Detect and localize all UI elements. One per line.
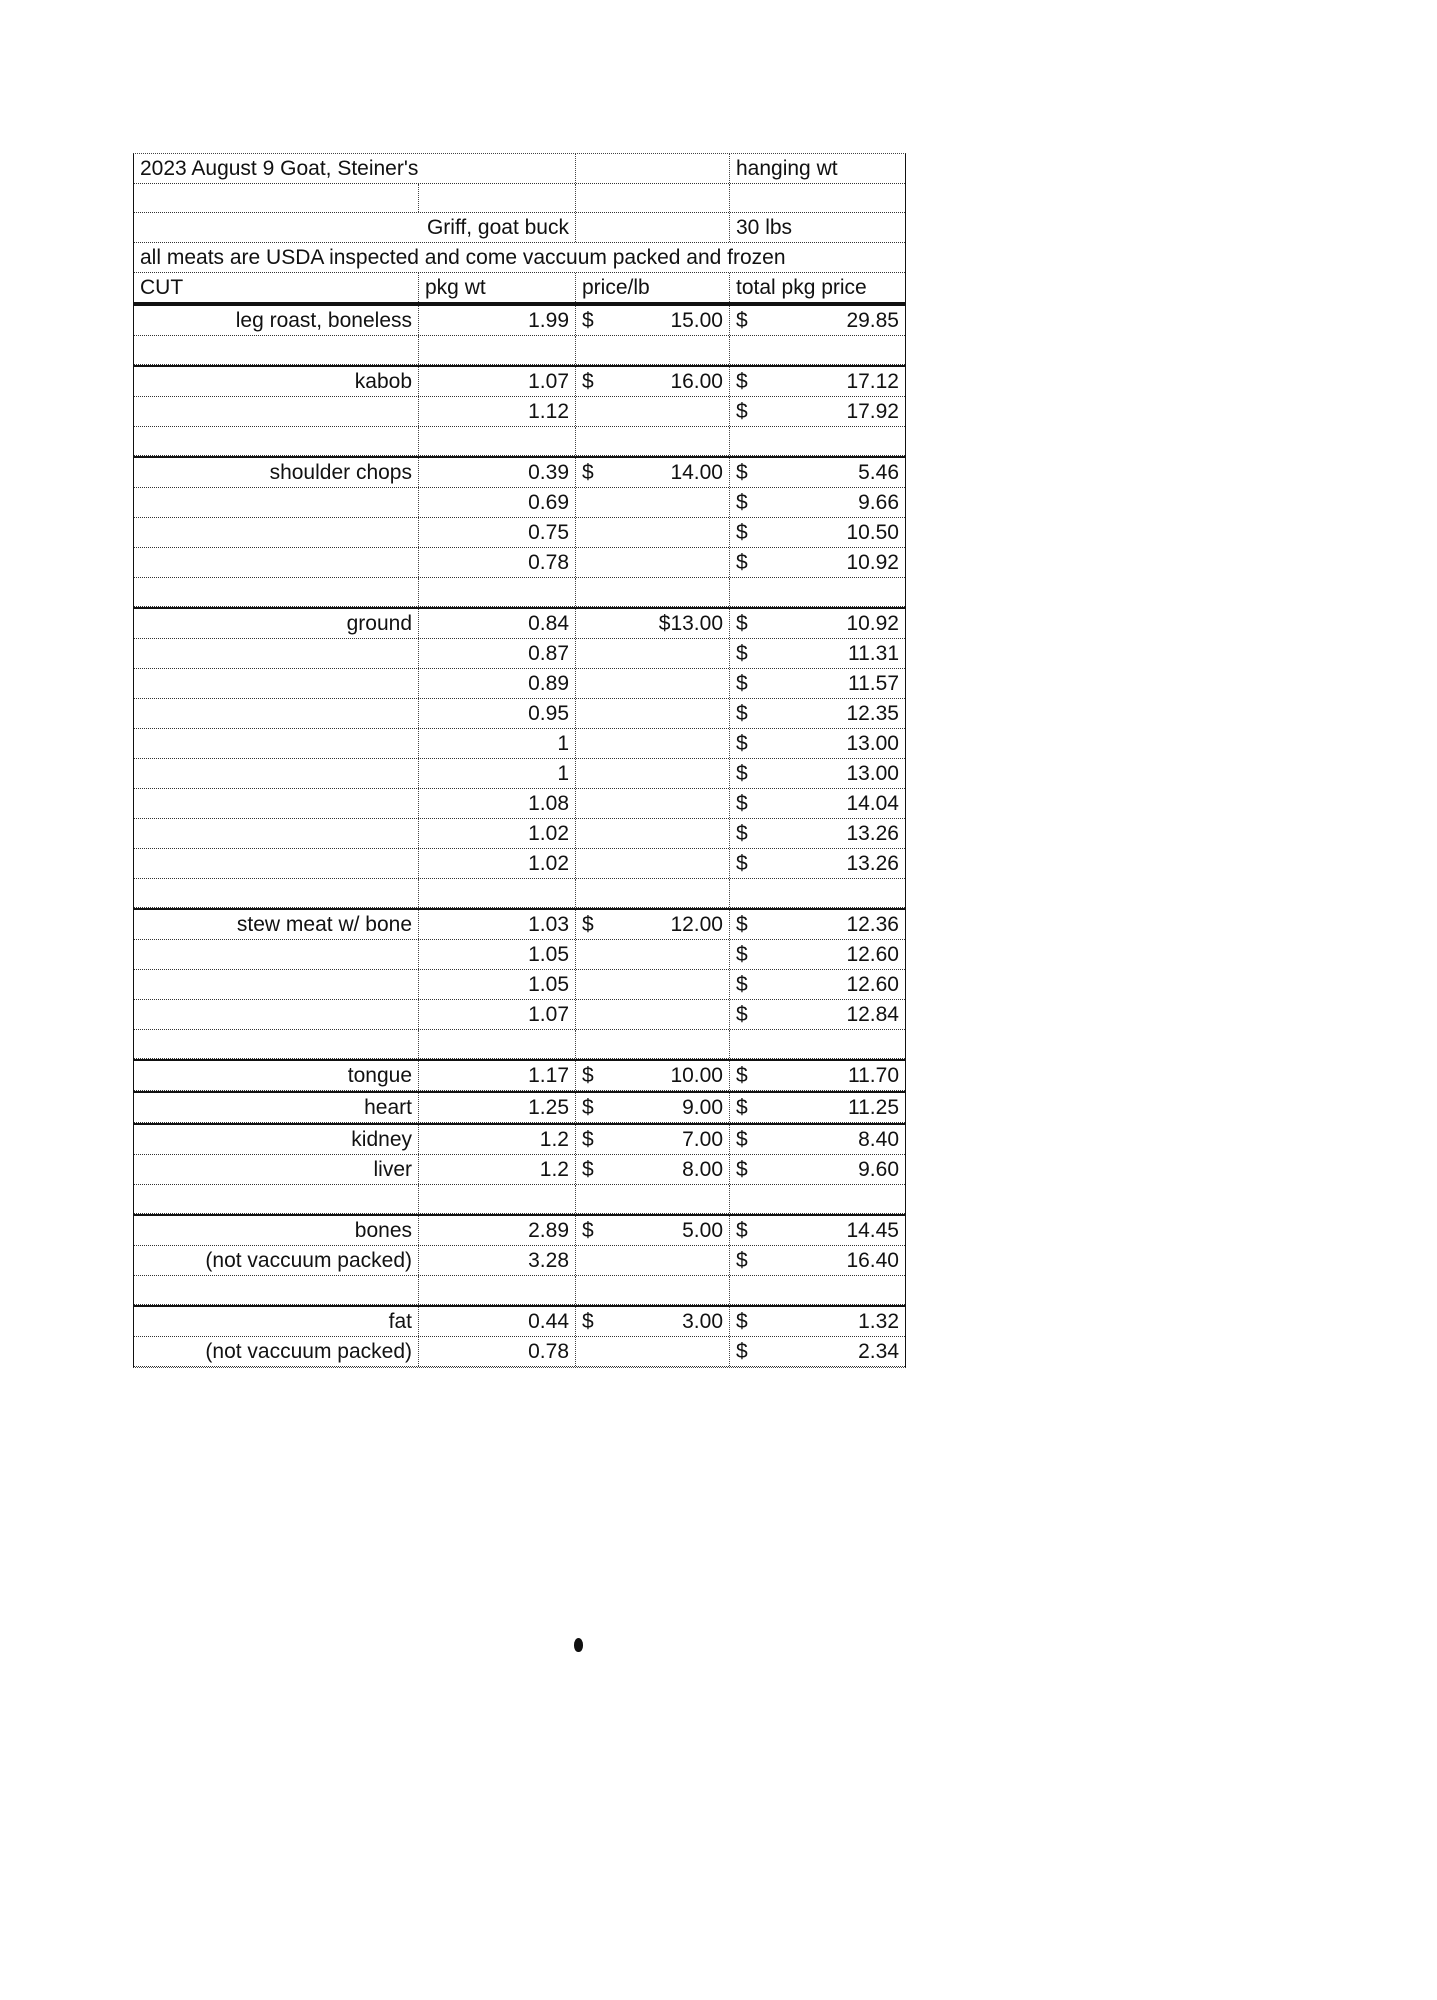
price-per-lb [576, 548, 730, 577]
cut-name [134, 849, 419, 878]
sheet-title: 2023 August 9 Goat, Steiner's [134, 154, 576, 183]
total-package-price [730, 699, 905, 728]
total-package-price [730, 1000, 905, 1029]
total-value: 13.26 [846, 822, 899, 845]
package-weight: 1.05 [419, 970, 576, 999]
currency-symbol: $ [736, 491, 748, 514]
blank-row [134, 578, 905, 607]
package-weight: 0.84 [419, 609, 576, 638]
total-package-price [730, 609, 905, 638]
table-row [134, 729, 905, 759]
table-row [134, 970, 905, 1000]
table-row [134, 908, 905, 940]
cut-name: (not vaccuum packed) [134, 1337, 419, 1366]
package-weight: 1.2 [419, 1155, 576, 1184]
price-value: 8.00 [682, 1158, 723, 1181]
package-weight: 0.39 [419, 458, 576, 487]
currency-symbol: $ [736, 642, 748, 665]
inspection-note: all meats are USDA inspected and come vaccuum packed and frozen [140, 246, 786, 269]
table-row [134, 1155, 905, 1185]
total-value: 1.32 [858, 1310, 899, 1333]
total-package-price [730, 1216, 905, 1245]
package-weight: 0.95 [419, 699, 576, 728]
price-per-lb [576, 518, 730, 547]
cut-name [134, 488, 419, 517]
currency-symbol: $ [736, 792, 748, 815]
total-value: 17.92 [846, 400, 899, 423]
total-package-price [730, 548, 905, 577]
table-row [134, 607, 905, 639]
blank-row [134, 1185, 905, 1214]
currency-symbol: $ [736, 852, 748, 875]
cut-name [134, 759, 419, 788]
package-weight: 2.89 [419, 1216, 576, 1245]
total-value: 10.92 [846, 612, 899, 635]
table-row [134, 397, 905, 427]
total-value: 11.70 [848, 1064, 899, 1087]
blank-row [134, 1030, 905, 1059]
price-value: 16.00 [670, 370, 723, 393]
table-row [134, 304, 905, 336]
price-per-lb [576, 367, 730, 396]
currency-symbol: $ [736, 1219, 748, 1242]
price-value: 5.00 [682, 1219, 723, 1242]
price-per-lb [576, 819, 730, 848]
currency-symbol: $ [736, 461, 748, 484]
package-weight: 1.99 [419, 306, 576, 335]
cut-name [134, 669, 419, 698]
price-per-lb [576, 669, 730, 698]
cut-name [134, 548, 419, 577]
price-per-lb [576, 458, 730, 487]
total-value: 12.60 [846, 943, 899, 966]
package-weight: 1.03 [419, 910, 576, 939]
price-per-lb [576, 1125, 730, 1154]
total-package-price [730, 458, 905, 487]
currency-symbol: $ [736, 943, 748, 966]
package-weight: 1.02 [419, 849, 576, 878]
package-weight: 1 [419, 729, 576, 758]
cut-name [134, 789, 419, 818]
currency-symbol: $ [736, 1158, 748, 1181]
currency-symbol: $ [736, 672, 748, 695]
total-package-price [730, 1125, 905, 1154]
currency-symbol: $ [736, 762, 748, 785]
scan-speck [574, 1638, 583, 1652]
price-value: 12.00 [670, 913, 723, 936]
table-row [134, 1305, 905, 1337]
total-value: 12.60 [846, 973, 899, 996]
column-header-row [134, 273, 905, 304]
currency-symbol: $ [736, 1340, 748, 1363]
cut-name [134, 397, 419, 426]
total-value: 9.66 [858, 491, 899, 514]
cut-name: (not vaccuum packed) [134, 1246, 419, 1275]
package-weight: 1.17 [419, 1061, 576, 1090]
price-per-lb [576, 970, 730, 999]
table-row [134, 1000, 905, 1030]
table-row [134, 669, 905, 699]
column-header-price-lb: price/lb [576, 273, 730, 302]
price-value: 14.00 [670, 461, 723, 484]
total-package-price [730, 669, 905, 698]
package-weight: 0.89 [419, 669, 576, 698]
cut-name [134, 819, 419, 848]
hanging-weight-label: hanging wt [736, 157, 838, 180]
price-per-lb [576, 1155, 730, 1184]
cut-name: tongue [134, 1061, 419, 1090]
total-package-price [730, 729, 905, 758]
total-value: 8.40 [858, 1128, 899, 1151]
price-per-lb [576, 940, 730, 969]
price-per-lb [576, 1337, 730, 1366]
table-body [134, 304, 905, 1367]
total-value: 13.00 [846, 732, 899, 755]
currency-symbol: $ [736, 732, 748, 755]
package-weight: 1.02 [419, 819, 576, 848]
cut-name: liver [134, 1155, 419, 1184]
total-value: 14.45 [846, 1219, 899, 1242]
currency-symbol: $ [582, 309, 594, 332]
table-row [134, 365, 905, 397]
total-package-price [730, 1337, 905, 1366]
package-weight: 1.2 [419, 1125, 576, 1154]
table-row [134, 849, 905, 879]
price-per-lb [576, 729, 730, 758]
total-value: 12.35 [846, 702, 899, 725]
total-value: 10.92 [846, 551, 899, 574]
cut-name: kabob [134, 367, 419, 396]
table-row [134, 488, 905, 518]
table-row [134, 1091, 905, 1123]
blank-cell [576, 213, 730, 242]
price-per-lb [576, 306, 730, 335]
total-package-price [730, 488, 905, 517]
currency-symbol: $ [736, 702, 748, 725]
currency-symbol: $ [736, 370, 748, 393]
total-value: 2.34 [858, 1340, 899, 1363]
currency-symbol: $ [736, 1064, 748, 1087]
blank-row [134, 1276, 905, 1305]
price-per-lb [576, 759, 730, 788]
blank-row [134, 879, 905, 908]
total-value: 29.85 [846, 309, 899, 332]
cut-name: shoulder chops [134, 458, 419, 487]
table-row [134, 1214, 905, 1246]
note-row [134, 243, 905, 273]
package-weight: 1.05 [419, 940, 576, 969]
package-weight: 1.25 [419, 1093, 576, 1122]
cut-name [134, 1000, 419, 1029]
total-value: 10.50 [846, 521, 899, 544]
currency-symbol: $ [582, 1219, 594, 1242]
cut-name: stew meat w/ bone [134, 910, 419, 939]
price-value: $13.00 [658, 612, 723, 635]
price-per-lb [576, 1061, 730, 1090]
currency-symbol: $ [736, 612, 748, 635]
price-per-lb [576, 488, 730, 517]
currency-symbol: $ [736, 1003, 748, 1026]
total-package-price [730, 397, 905, 426]
currency-symbol: $ [736, 1096, 748, 1119]
price-per-lb [576, 849, 730, 878]
table-row [134, 456, 905, 488]
table-row [134, 1123, 905, 1155]
animal-name: Griff, goat buck [134, 213, 576, 242]
cut-name: ground [134, 609, 419, 638]
package-weight: 1.07 [419, 367, 576, 396]
cut-name [134, 639, 419, 668]
total-value: 17.12 [846, 370, 899, 393]
blank-row [134, 427, 905, 456]
currency-symbol: $ [582, 461, 594, 484]
currency-symbol: $ [582, 370, 594, 393]
total-package-price [730, 639, 905, 668]
total-value: 13.00 [846, 762, 899, 785]
total-package-price [730, 1246, 905, 1275]
total-package-price [730, 1061, 905, 1090]
package-weight: 3.28 [419, 1246, 576, 1275]
table-row [134, 940, 905, 970]
currency-symbol: $ [736, 521, 748, 544]
total-package-price [730, 759, 905, 788]
total-package-price [730, 819, 905, 848]
package-weight: 0.75 [419, 518, 576, 547]
cut-name [134, 729, 419, 758]
currency-symbol: $ [736, 822, 748, 845]
currency-symbol: $ [736, 309, 748, 332]
cut-name: fat [134, 1307, 419, 1336]
currency-symbol: $ [582, 913, 594, 936]
price-per-lb [576, 609, 730, 638]
price-per-lb [576, 1093, 730, 1122]
total-value: 9.60 [858, 1158, 899, 1181]
price-value: 9.00 [682, 1096, 723, 1119]
total-value: 11.25 [848, 1096, 899, 1119]
currency-symbol: $ [736, 1249, 748, 1272]
total-value: 11.57 [848, 672, 899, 695]
table-row [134, 699, 905, 729]
price-per-lb [576, 397, 730, 426]
table-row [134, 1246, 905, 1276]
price-per-lb [576, 910, 730, 939]
blank-cell [576, 154, 730, 183]
currency-symbol: $ [582, 1128, 594, 1151]
table-row [134, 1337, 905, 1367]
table-row [134, 819, 905, 849]
currency-symbol: $ [582, 1310, 594, 1333]
price-value: 7.00 [682, 1128, 723, 1151]
cut-name [134, 518, 419, 547]
currency-symbol: $ [736, 973, 748, 996]
table-row [134, 1059, 905, 1091]
price-per-lb [576, 1000, 730, 1029]
currency-symbol: $ [736, 1128, 748, 1151]
total-package-price [730, 1155, 905, 1184]
price-per-lb [576, 1216, 730, 1245]
price-value: 3.00 [682, 1310, 723, 1333]
package-weight: 0.44 [419, 1307, 576, 1336]
total-package-price [730, 367, 905, 396]
total-package-price [730, 518, 905, 547]
total-package-price [730, 970, 905, 999]
cut-name: bones [134, 1216, 419, 1245]
price-sheet [133, 153, 906, 1368]
total-package-price [730, 1093, 905, 1122]
hanging-weight-value: 30 lbs [736, 216, 793, 239]
currency-symbol: $ [582, 1096, 594, 1119]
total-package-price [730, 910, 905, 939]
cut-name: kidney [134, 1125, 419, 1154]
table-row [134, 548, 905, 578]
table-row [134, 789, 905, 819]
price-per-lb [576, 1307, 730, 1336]
total-value: 13.26 [846, 852, 899, 875]
total-package-price [730, 789, 905, 818]
cut-name [134, 699, 419, 728]
price-per-lb [576, 639, 730, 668]
table-row [134, 518, 905, 548]
currency-symbol: $ [736, 1310, 748, 1333]
cut-name: leg roast, boneless [134, 306, 419, 335]
column-header-total: total pkg price [736, 276, 867, 299]
total-package-price [730, 940, 905, 969]
animal-row [134, 213, 905, 243]
blank-row [134, 336, 905, 365]
total-value: 16.40 [846, 1249, 899, 1272]
total-value: 12.36 [846, 913, 899, 936]
package-weight: 0.69 [419, 488, 576, 517]
table-row [134, 759, 905, 789]
cut-name [134, 970, 419, 999]
currency-symbol: $ [582, 1158, 594, 1181]
currency-symbol: $ [736, 913, 748, 936]
column-header-cut: CUT [134, 273, 419, 302]
currency-symbol: $ [582, 1064, 594, 1087]
price-per-lb [576, 1246, 730, 1275]
total-value: 12.84 [846, 1003, 899, 1026]
total-package-price [730, 1307, 905, 1336]
total-value: 14.04 [846, 792, 899, 815]
table-row [134, 639, 905, 669]
column-header-pkg-wt: pkg wt [419, 273, 576, 302]
total-package-price [730, 849, 905, 878]
total-package-price [730, 306, 905, 335]
title-row [134, 154, 905, 184]
blank-row [134, 184, 905, 213]
package-weight: 0.87 [419, 639, 576, 668]
package-weight: 1.12 [419, 397, 576, 426]
total-value: 5.46 [858, 461, 899, 484]
package-weight: 1 [419, 759, 576, 788]
price-value: 15.00 [670, 309, 723, 332]
total-value: 11.31 [848, 642, 899, 665]
package-weight: 1.08 [419, 789, 576, 818]
cut-name [134, 940, 419, 969]
cut-name: heart [134, 1093, 419, 1122]
package-weight: 0.78 [419, 1337, 576, 1366]
package-weight: 1.07 [419, 1000, 576, 1029]
price-value: 10.00 [670, 1064, 723, 1087]
currency-symbol: $ [736, 551, 748, 574]
price-per-lb [576, 699, 730, 728]
package-weight: 0.78 [419, 548, 576, 577]
price-per-lb [576, 789, 730, 818]
currency-symbol: $ [736, 400, 748, 423]
